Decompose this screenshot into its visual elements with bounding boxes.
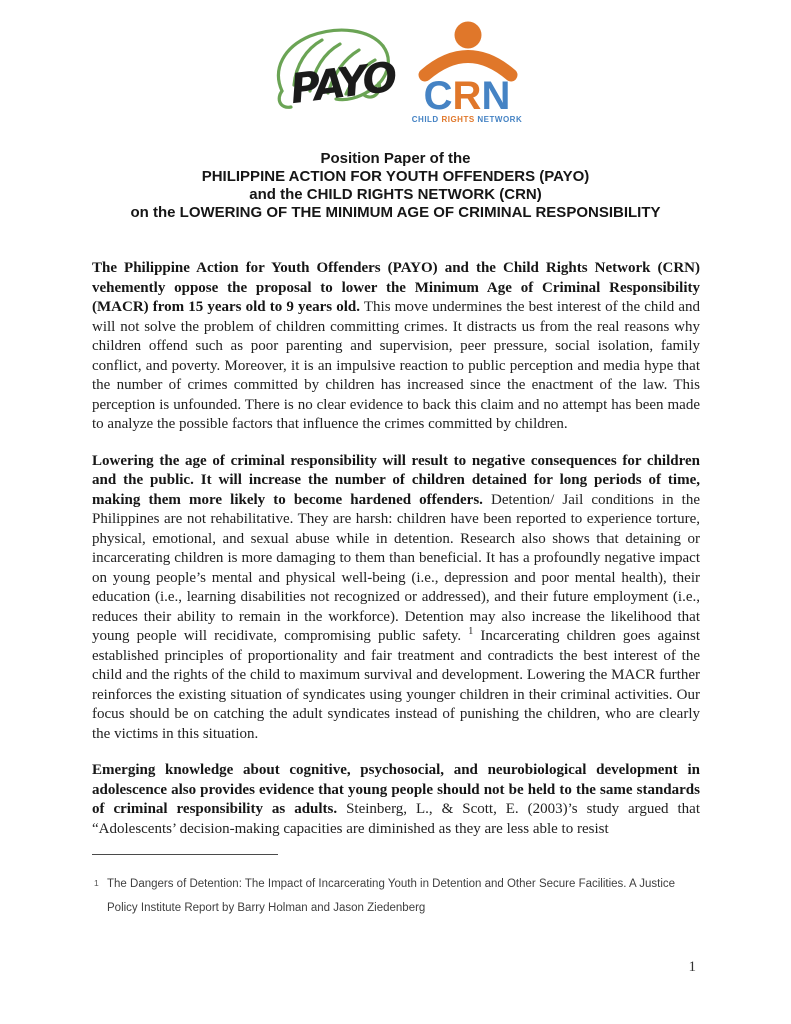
document-body: [92, 259, 700, 856]
payo-logo-text: PAYO: [287, 52, 397, 114]
document-title: [60, 150, 731, 222]
paragraph-2-lead: Lowering the age of criminal responsibility will result to negative consequences for children and the public. It will increase the number of children detained for long periods of time, making them more likely to become hardened offenders.: [92, 452, 700, 508]
footnote-marker: 1: [94, 878, 99, 888]
payo-logo-graphic: [266, 21, 398, 123]
crn-arc-icon: [425, 57, 511, 76]
crn-head-icon: [454, 22, 481, 49]
crn-logo-graphic: [408, 16, 526, 128]
paragraph-1-lead: The Philippine Action for Youth Offenders (PAYO) and the Child Rights Network (CRN) vehemently oppose the proposal to lower the Minimum Age of Criminal Responsibility (MACR) from 15 years old to 9 years old.: [92, 260, 700, 315]
page-number: 1: [688, 959, 696, 975]
footnote-text: The Dangers of Detention: The Impact of Incarcerating Youth in Detention and Other Secure Facilities. A Justice Policy Institute Report by Barry Holman and Jason Ziedenberg: [107, 878, 676, 914]
title-line-2: PHILIPPINE ACTION FOR YOUTH OFFENDERS (PAYO): [201, 168, 590, 185]
paragraph-3: [92, 761, 700, 839]
crn-tagline: CHILD RIGHTS NETWORK: [411, 115, 522, 124]
crn-logo: [408, 16, 526, 128]
logo-header: [0, 16, 791, 128]
crn-acronym: CRN: [423, 74, 510, 118]
title-line-4: on the LOWERING OF THE MINIMUM AGE OF CRIMINAL RESPONSIBILITY: [130, 204, 661, 221]
paragraph-1: [92, 259, 700, 435]
title-line-1: Position Paper of the: [320, 150, 471, 167]
footnote: [92, 872, 684, 920]
footnote-reference: 1: [468, 626, 474, 637]
paragraph-2-text-b: Incarcerating children goes against established principles of proportionality and fair treatment and contradicts the best interest of the child and the rights of the child to maximum survival and development. Lowering the MACR further reinforces the existing situation of syndicates using younger children in their criminal activities. Our focus should be on catching the adult syndicates instead of punishing the children, who are clearly the victims in this situation.: [92, 628, 700, 742]
footnote-separator: [92, 854, 278, 855]
paragraph-1-text: This move undermines the best interest of the child and will not solve the problem of children committing crimes. It distracts us from the real reasons why children offend such as poor parenting and supervision, peer pressure, social isolation, family conflict, and poverty. Moreover, it is an impulsive reaction to public perception and media hype that the number of crimes committed by children has increased since the enactment of the law. This perception is unfounded. There is no clear evidence to back this claim and no attempt has been made to analyze the possible factors that influence the crimes committed by children.: [92, 299, 700, 432]
paragraph-3-lead: Emerging knowledge about cognitive, psychosocial, and neurobiological development in adolescence also provides evidence that young people should not be held to the same standards of criminal responsibility as adults.: [92, 762, 700, 817]
title-line-3: and the CHILD RIGHTS NETWORK (CRN): [249, 186, 542, 203]
payo-logo: [266, 21, 398, 123]
paragraph-2-text-a: Detention/ Jail conditions in the Philippines are not rehabilitative. They are harsh: children have been reported to experience torture, physical, emotional, and sexual abuse while in detention. Research also shows that detaining or incarcerating children is more damaging to them than beneficial. It has a profoundly negative impact on young people’s mental and physical well-being (i.e., depression and poor mental health), their education (i.e., learning disabilities not recognized or addressed), and their future employment (i.e., reduces their ability to remain in the workforce). Detention may also increase the likelihood that young people will recidivate, compromising public safety.: [92, 491, 701, 644]
paragraph-2: [92, 452, 700, 745]
paragraph-3-text: Steinberg, L., & Scott, E. (2003)’s study argued that “Adolescents’ decision-making capacities are diminished as they are less able to resist: [92, 801, 701, 837]
